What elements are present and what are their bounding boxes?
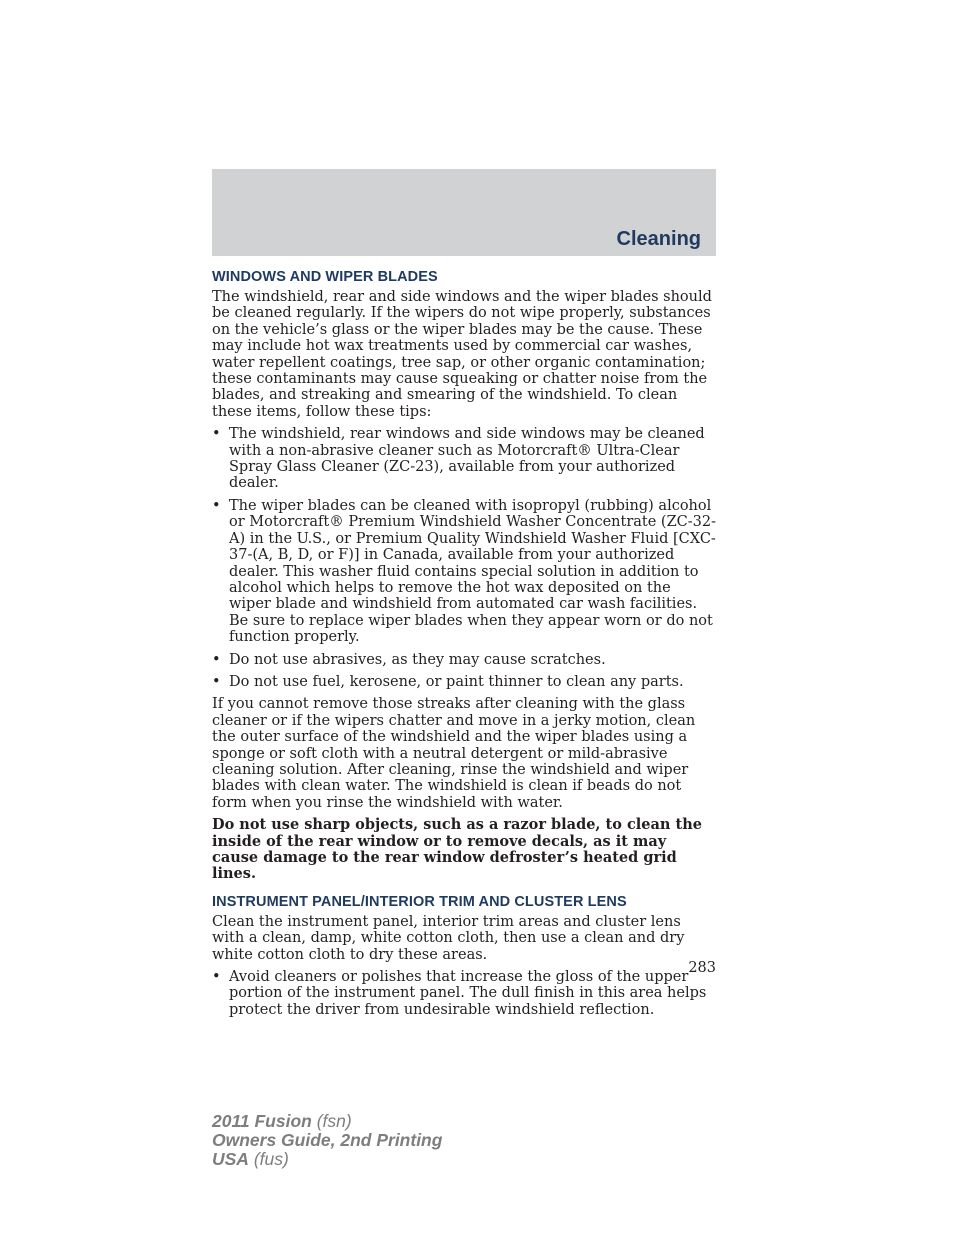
heading-windows-wiper-blades: WINDOWS AND WIPER BLADES xyxy=(212,269,438,285)
footer-line-market: USA (fus) xyxy=(212,1149,289,1169)
list-item xyxy=(212,969,716,1018)
list-item xyxy=(212,498,716,646)
list-item xyxy=(212,674,716,690)
list-item xyxy=(212,426,716,492)
paragraph-instrument-intro: Clean the instrument panel, interior trim areas and cluster lens with a clean, damp, white cotton cloth, then use a clean and dry white cotton cloth to dry these areas. xyxy=(212,913,685,963)
section-title: Cleaning xyxy=(616,228,701,250)
section-header-band xyxy=(212,169,716,256)
list-item-text: Do not use abrasives, as they may cause scratches. xyxy=(229,651,606,668)
bullet-icon: • xyxy=(212,426,221,443)
bullet-icon: • xyxy=(212,673,221,690)
list-item xyxy=(212,652,716,668)
paragraph-intro: The windshield, rear and side windows and the wiper blades should be cleaned regularly. If the wipers do not wipe properly, substances on the vehicle’s glass or the wiper blades may be the cause. These may include hot wax treatments used by commercial car washes, water repellent coatings, tree sap, or other organic contamination; these contaminants may cause squeaking or chatter noise from the blades, and streaking and smearing of the windshield. To clean these items, follow these tips: xyxy=(212,289,712,420)
list-item-text: The wiper blades can be cleaned with isopropyl (rubbing) alcohol or Motorcraft® Premium Windshield Washer Concentrate (ZC-32-A) in the U.S., or Premium Quality Windshield Washer Fluid [CXC-37-(A, B, D, or F)] in Canada, available from your authorized dealer. This washer fluid contains special solution in addition to alcohol which helps to remove the hot wax deposited on the wiper blade and windshield from automated car wash facilities. Be sure to replace wiper blades when they appear worn or do not function properly. xyxy=(229,497,717,646)
page-content xyxy=(212,268,716,1024)
footer-line-guide: Owners Guide, 2nd Printing xyxy=(212,1130,443,1150)
bullet-icon: • xyxy=(212,651,221,668)
list-item-text: Avoid cleaners or polishes that increase the gloss of the upper portion of the instrument panel. The dull finish in this area helps protect the driver from undesirable windshield reflection. xyxy=(229,969,707,1018)
footer-line-model: 2011 Fusion (fsn) xyxy=(212,1111,352,1131)
document-footer xyxy=(212,1112,442,1169)
list-item-text: Do not use fuel, kerosene, or paint thinner to clean any parts. xyxy=(229,673,684,690)
heading-instrument-panel: INSTRUMENT PANEL/INTERIOR TRIM AND CLUSTER LENS xyxy=(212,893,627,910)
bullet-icon: • xyxy=(212,969,221,986)
bullet-icon: • xyxy=(212,497,221,514)
list-item-text: The windshield, rear windows and side windows may be cleaned with a non-abrasive cleaner such as Motorcraft® Ultra-Clear Spray Glass Cleaner (ZC-23), available from your authorized dealer. xyxy=(229,426,705,492)
page-number: 283 xyxy=(688,960,716,976)
paragraph-streaks: If you cannot remove those streaks after cleaning with the glass cleaner or if the wipers chatter and move in a jerky motion, clean the outer surface of the windshield and the wiper blades using a sponge or soft cloth with a neutral detergent or mild-abrasive cleaning solution. After cleaning, rinse the windshield and wiper blades with clean water. The windshield is clean if beads do not form when you rinse the windshield with water. xyxy=(212,696,696,811)
tips-list xyxy=(212,426,716,690)
warning-text: Do not use sharp objects, such as a razor blade, to clean the inside of the rear window or to remove decals, as it may cause damage to the rear window defroster’s heated grid lines. xyxy=(212,816,702,883)
instrument-tips-list xyxy=(212,969,716,1018)
